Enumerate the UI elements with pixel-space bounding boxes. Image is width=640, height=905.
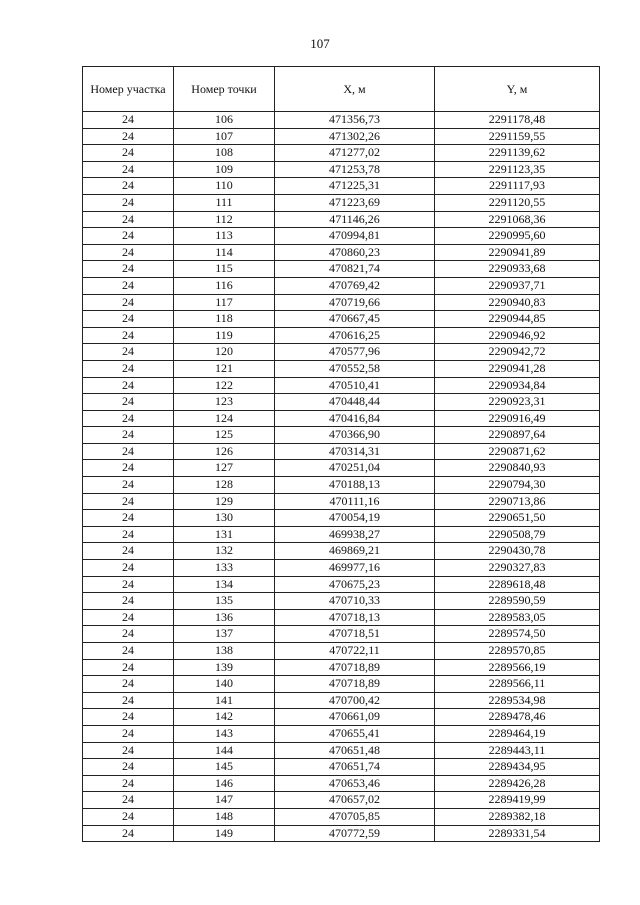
cell-point-number: 113: [174, 228, 275, 245]
cell-y: 2290933,68: [435, 261, 600, 278]
cell-plot-number: 24: [83, 493, 174, 510]
cell-x: 470700,42: [275, 692, 435, 709]
table-row: [83, 194, 600, 211]
cell-y: 2289566,11: [435, 676, 600, 693]
cell-x: 470054,19: [275, 510, 435, 527]
cell-point-number: 128: [174, 477, 275, 494]
table-row: [83, 676, 600, 693]
cell-point-number: 121: [174, 360, 275, 377]
table-row: [83, 477, 600, 494]
cell-plot-number: 24: [83, 725, 174, 742]
table-row: [83, 294, 600, 311]
cell-y: 2290946,92: [435, 327, 600, 344]
table-row: [83, 526, 600, 543]
cell-y: 2290934,84: [435, 377, 600, 394]
cell-x: 470552,58: [275, 360, 435, 377]
cell-point-number: 115: [174, 261, 275, 278]
cell-plot-number: 24: [83, 277, 174, 294]
cell-point-number: 135: [174, 593, 275, 610]
cell-x: 470416,84: [275, 410, 435, 427]
table-row: [83, 725, 600, 742]
table-row: [83, 244, 600, 261]
cell-y: 2289583,05: [435, 609, 600, 626]
table-row: [83, 593, 600, 610]
cell-x: 470651,48: [275, 742, 435, 759]
cell-y: 2290508,79: [435, 526, 600, 543]
table-row: [83, 626, 600, 643]
cell-plot-number: 24: [83, 311, 174, 328]
cell-x: 470718,89: [275, 676, 435, 693]
cell-plot-number: 24: [83, 759, 174, 776]
cell-x: 470655,41: [275, 725, 435, 742]
table-row: [83, 543, 600, 560]
table-row: [83, 344, 600, 361]
cell-y: 2289570,85: [435, 643, 600, 660]
table-row: [83, 443, 600, 460]
cell-point-number: 108: [174, 145, 275, 162]
cell-x: 470653,46: [275, 775, 435, 792]
cell-y: 2289331,54: [435, 825, 600, 842]
cell-x: 470251,04: [275, 460, 435, 477]
table-row: [83, 410, 600, 427]
cell-plot-number: 24: [83, 211, 174, 228]
cell-y: 2291123,35: [435, 161, 600, 178]
cell-x: 470710,33: [275, 593, 435, 610]
cell-y: 2291068,36: [435, 211, 600, 228]
cell-point-number: 126: [174, 443, 275, 460]
cell-plot-number: 24: [83, 443, 174, 460]
cell-x: 470577,96: [275, 344, 435, 361]
cell-plot-number: 24: [83, 709, 174, 726]
cell-point-number: 117: [174, 294, 275, 311]
cell-plot-number: 24: [83, 161, 174, 178]
cell-point-number: 149: [174, 825, 275, 842]
cell-point-number: 111: [174, 194, 275, 211]
cell-plot-number: 24: [83, 128, 174, 145]
cell-plot-number: 24: [83, 377, 174, 394]
cell-plot-number: 24: [83, 742, 174, 759]
cell-plot-number: 24: [83, 792, 174, 809]
cell-point-number: 142: [174, 709, 275, 726]
cell-y: 2289419,99: [435, 792, 600, 809]
cell-x: 470718,51: [275, 626, 435, 643]
table-row: [83, 560, 600, 577]
header-point-number: Номер точки: [174, 67, 275, 112]
cell-point-number: 134: [174, 576, 275, 593]
table-row: [83, 825, 600, 842]
cell-plot-number: 24: [83, 410, 174, 427]
cell-plot-number: 24: [83, 327, 174, 344]
table-header-row: [83, 67, 600, 112]
cell-point-number: 130: [174, 510, 275, 527]
cell-y: 2290941,89: [435, 244, 600, 261]
cell-x: 471277,02: [275, 145, 435, 162]
table-row: [83, 211, 600, 228]
table-row: [83, 327, 600, 344]
cell-x: 470675,23: [275, 576, 435, 593]
table-row: [83, 427, 600, 444]
cell-plot-number: 24: [83, 477, 174, 494]
cell-plot-number: 24: [83, 244, 174, 261]
cell-plot-number: 24: [83, 510, 174, 527]
cell-plot-number: 24: [83, 145, 174, 162]
cell-plot-number: 24: [83, 427, 174, 444]
header-x-coordinate: X, м: [275, 67, 435, 112]
cell-point-number: 114: [174, 244, 275, 261]
cell-plot-number: 24: [83, 543, 174, 560]
cell-y: 2289443,11: [435, 742, 600, 759]
cell-plot-number: 24: [83, 344, 174, 361]
cell-point-number: 145: [174, 759, 275, 776]
table-body: [83, 112, 600, 842]
cell-x: 470111,16: [275, 493, 435, 510]
table-row: [83, 709, 600, 726]
cell-y: 2291120,55: [435, 194, 600, 211]
cell-point-number: 123: [174, 394, 275, 411]
cell-x: 470772,59: [275, 825, 435, 842]
table-row: [83, 178, 600, 195]
cell-y: 2289566,19: [435, 659, 600, 676]
cell-y: 2290940,83: [435, 294, 600, 311]
cell-x: 470366,90: [275, 427, 435, 444]
cell-y: 2289590,59: [435, 593, 600, 610]
cell-y: 2291117,93: [435, 178, 600, 195]
cell-point-number: 122: [174, 377, 275, 394]
cell-point-number: 116: [174, 277, 275, 294]
cell-x: 469938,27: [275, 526, 435, 543]
cell-y: 2290430,78: [435, 543, 600, 560]
cell-y: 2291139,62: [435, 145, 600, 162]
cell-y: 2289478,46: [435, 709, 600, 726]
cell-point-number: 137: [174, 626, 275, 643]
cell-plot-number: 24: [83, 659, 174, 676]
cell-point-number: 139: [174, 659, 275, 676]
cell-x: 470722,11: [275, 643, 435, 660]
cell-x: 470314,31: [275, 443, 435, 460]
cell-x: 470661,09: [275, 709, 435, 726]
table-row: [83, 277, 600, 294]
cell-y: 2289574,50: [435, 626, 600, 643]
cell-y: 2290713,86: [435, 493, 600, 510]
cell-point-number: 120: [174, 344, 275, 361]
cell-point-number: 144: [174, 742, 275, 759]
cell-point-number: 143: [174, 725, 275, 742]
cell-x: 470510,41: [275, 377, 435, 394]
cell-y: 2290651,50: [435, 510, 600, 527]
cell-y: 2290941,28: [435, 360, 600, 377]
header-y-coordinate: Y, м: [435, 67, 600, 112]
table-row: [83, 609, 600, 626]
table-row: [83, 128, 600, 145]
cell-plot-number: 24: [83, 593, 174, 610]
cell-plot-number: 24: [83, 560, 174, 577]
cell-y: 2290995,60: [435, 228, 600, 245]
cell-point-number: 127: [174, 460, 275, 477]
cell-point-number: 124: [174, 410, 275, 427]
cell-point-number: 107: [174, 128, 275, 145]
cell-point-number: 106: [174, 112, 275, 129]
cell-x: 471223,69: [275, 194, 435, 211]
cell-x: 471253,78: [275, 161, 435, 178]
cell-x: 471146,26: [275, 211, 435, 228]
table-row: [83, 775, 600, 792]
cell-plot-number: 24: [83, 825, 174, 842]
cell-y: 2290871,62: [435, 443, 600, 460]
cell-point-number: 133: [174, 560, 275, 577]
cell-point-number: 112: [174, 211, 275, 228]
table-row: [83, 161, 600, 178]
table-row: [83, 643, 600, 660]
cell-point-number: 147: [174, 792, 275, 809]
cell-y: 2289426,28: [435, 775, 600, 792]
cell-x: 470667,45: [275, 311, 435, 328]
header-plot-number: Номер участка: [83, 67, 174, 112]
cell-y: 2290916,49: [435, 410, 600, 427]
cell-y: 2290944,85: [435, 311, 600, 328]
cell-plot-number: 24: [83, 692, 174, 709]
table-row: [83, 493, 600, 510]
cell-plot-number: 24: [83, 460, 174, 477]
cell-x: 470994,81: [275, 228, 435, 245]
cell-y: 2290327,83: [435, 560, 600, 577]
cell-x: 470718,89: [275, 659, 435, 676]
cell-y: 2291159,55: [435, 128, 600, 145]
cell-plot-number: 24: [83, 808, 174, 825]
cell-point-number: 132: [174, 543, 275, 560]
table-row: [83, 510, 600, 527]
cell-plot-number: 24: [83, 294, 174, 311]
table-row: [83, 311, 600, 328]
coordinates-table: [82, 66, 600, 842]
table-row: [83, 261, 600, 278]
cell-y: 2290923,31: [435, 394, 600, 411]
table-row: [83, 692, 600, 709]
cell-y: 2290942,72: [435, 344, 600, 361]
table-row: [83, 576, 600, 593]
page-number: 107: [310, 36, 330, 51]
cell-y: 2290897,64: [435, 427, 600, 444]
cell-x: 470448,44: [275, 394, 435, 411]
cell-plot-number: 24: [83, 775, 174, 792]
cell-point-number: 118: [174, 311, 275, 328]
table-row: [83, 228, 600, 245]
cell-point-number: 110: [174, 178, 275, 195]
cell-point-number: 125: [174, 427, 275, 444]
cell-plot-number: 24: [83, 360, 174, 377]
cell-point-number: 131: [174, 526, 275, 543]
cell-x: 470705,85: [275, 808, 435, 825]
cell-point-number: 148: [174, 808, 275, 825]
table-header: [83, 67, 600, 112]
cell-y: 2290794,30: [435, 477, 600, 494]
cell-x: 469869,21: [275, 543, 435, 560]
cell-plot-number: 24: [83, 609, 174, 626]
cell-x: 469977,16: [275, 560, 435, 577]
cell-plot-number: 24: [83, 394, 174, 411]
cell-plot-number: 24: [83, 643, 174, 660]
cell-y: 2290840,93: [435, 460, 600, 477]
table-row: [83, 759, 600, 776]
cell-point-number: 136: [174, 609, 275, 626]
table-row: [83, 659, 600, 676]
cell-point-number: 146: [174, 775, 275, 792]
cell-x: 470769,42: [275, 277, 435, 294]
table-row: [83, 792, 600, 809]
table-row: [83, 112, 600, 129]
cell-y: 2290937,71: [435, 277, 600, 294]
cell-x: 471302,26: [275, 128, 435, 145]
cell-x: 470719,66: [275, 294, 435, 311]
table-row: [83, 394, 600, 411]
cell-plot-number: 24: [83, 526, 174, 543]
cell-point-number: 140: [174, 676, 275, 693]
cell-plot-number: 24: [83, 194, 174, 211]
cell-point-number: 129: [174, 493, 275, 510]
cell-plot-number: 24: [83, 178, 174, 195]
table-row: [83, 377, 600, 394]
cell-point-number: 109: [174, 161, 275, 178]
cell-plot-number: 24: [83, 261, 174, 278]
cell-point-number: 141: [174, 692, 275, 709]
cell-x: 471356,73: [275, 112, 435, 129]
cell-plot-number: 24: [83, 576, 174, 593]
cell-y: 2289534,98: [435, 692, 600, 709]
table-row: [83, 360, 600, 377]
cell-y: 2289464,19: [435, 725, 600, 742]
table-row: [83, 460, 600, 477]
cell-x: 470188,13: [275, 477, 435, 494]
cell-x: 470616,25: [275, 327, 435, 344]
cell-y: 2289434,95: [435, 759, 600, 776]
cell-x: 470657,02: [275, 792, 435, 809]
cell-y: 2289382,18: [435, 808, 600, 825]
cell-x: 470718,13: [275, 609, 435, 626]
table-row: [83, 742, 600, 759]
table-row: [83, 145, 600, 162]
cell-x: 470860,23: [275, 244, 435, 261]
cell-plot-number: 24: [83, 676, 174, 693]
cell-x: 471225,31: [275, 178, 435, 195]
cell-point-number: 119: [174, 327, 275, 344]
cell-plot-number: 24: [83, 112, 174, 129]
cell-point-number: 138: [174, 643, 275, 660]
cell-x: 470651,74: [275, 759, 435, 776]
cell-x: 470821,74: [275, 261, 435, 278]
cell-plot-number: 24: [83, 228, 174, 245]
cell-plot-number: 24: [83, 626, 174, 643]
cell-y: 2291178,48: [435, 112, 600, 129]
cell-y: 2289618,48: [435, 576, 600, 593]
table-row: [83, 808, 600, 825]
